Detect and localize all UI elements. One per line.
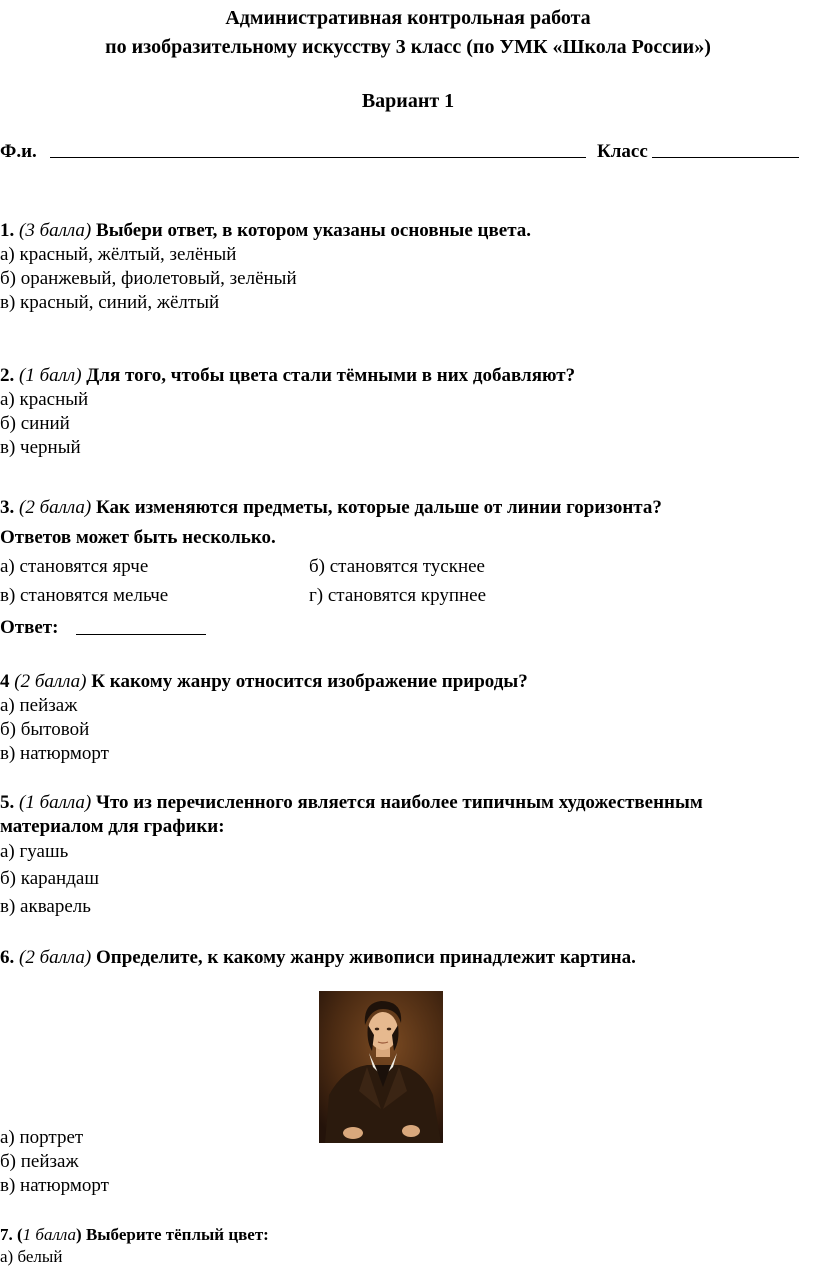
option: в) натюрморт (0, 1175, 109, 1196)
option: а) гуашь (0, 841, 69, 862)
question-points: (1 балла) (19, 792, 92, 813)
question-3-note: Ответов может быть несколько. (0, 527, 276, 548)
portrait-image (319, 991, 443, 1143)
question-points: 1 балла (22, 1225, 77, 1244)
option: в) акварель (0, 896, 91, 917)
option: в) черный (0, 437, 81, 458)
question-6-heading (0, 948, 636, 967)
question-number: 5. (0, 792, 15, 813)
question-7-heading (0, 1226, 269, 1243)
option: в) становятся мельче (0, 585, 169, 606)
option: б) бытовой (0, 719, 90, 740)
option: б) синий (0, 413, 70, 434)
question-points: (1 балл) (19, 365, 82, 386)
question-3-heading (0, 498, 662, 517)
question-number: 4 (0, 671, 10, 692)
question-text: Для того, чтобы цвета стали тёмными в них добавляют? (86, 365, 576, 386)
option: а) становятся ярче (0, 556, 149, 577)
answer-field-line[interactable] (76, 634, 206, 635)
question-text: Выбери ответ, в котором указаны основные цвета. (96, 220, 532, 241)
question-text: Определите, к какому жанру живописи принадлежит картина. (96, 947, 636, 968)
option: в) красный, синий, жёлтый (0, 292, 220, 313)
option: а) пейзаж (0, 695, 78, 716)
question-5-heading (0, 793, 703, 812)
option: а) портрет (0, 1127, 84, 1148)
name-label: Ф.и. (0, 141, 37, 162)
option: в) натюрморт (0, 743, 109, 764)
document-title-line2: по изобразительному искусству 3 класс (по УМК «Школа России») (105, 36, 711, 58)
question-text: Выберите тёплый цвет: (85, 1225, 269, 1244)
class-field-line[interactable] (652, 157, 799, 158)
question-number: 3. (0, 497, 15, 518)
question-points-close: ) (76, 1225, 82, 1244)
question-number: 7. (0, 1225, 13, 1244)
question-5-text-cont: материалом для графики: (0, 816, 225, 837)
option: б) карандаш (0, 868, 99, 889)
question-4-heading (0, 672, 528, 691)
option: а) красный, жёлтый, зелёный (0, 244, 237, 265)
question-number: 2. (0, 365, 15, 386)
question-text: Как изменяются предметы, которые дальше от линии горизонта? (96, 497, 662, 518)
option: г) становятся крупнее (309, 585, 487, 606)
option: а) красный (0, 389, 89, 410)
question-number: 6. (0, 947, 15, 968)
question-points: (2 балла) (14, 671, 87, 692)
question-2-heading (0, 366, 575, 385)
question-number: 1. (0, 220, 15, 241)
class-label: Класс (597, 141, 648, 162)
option: а) белый (0, 1247, 63, 1266)
question-points: (2 балла) (19, 947, 92, 968)
name-field-line[interactable] (50, 157, 586, 158)
question-1-heading (0, 221, 531, 240)
document-title-line1: Административная контрольная работа (225, 7, 591, 29)
question-points-open: ( (17, 1225, 23, 1244)
option: б) пейзаж (0, 1151, 79, 1172)
question-text: К какому жанру относится изображение природы? (91, 671, 528, 692)
option: б) оранжевый, фиолетовый, зелёный (0, 268, 297, 289)
question-points: (2 балла) (19, 497, 92, 518)
option: б) становятся тускнее (309, 556, 485, 577)
answer-label: Ответ: (0, 617, 59, 638)
question-text: Что из перечисленного является наиболее типичным художественным (96, 792, 703, 813)
question-points: (3 балла) (19, 220, 92, 241)
variant-heading: Вариант 1 (361, 90, 455, 112)
